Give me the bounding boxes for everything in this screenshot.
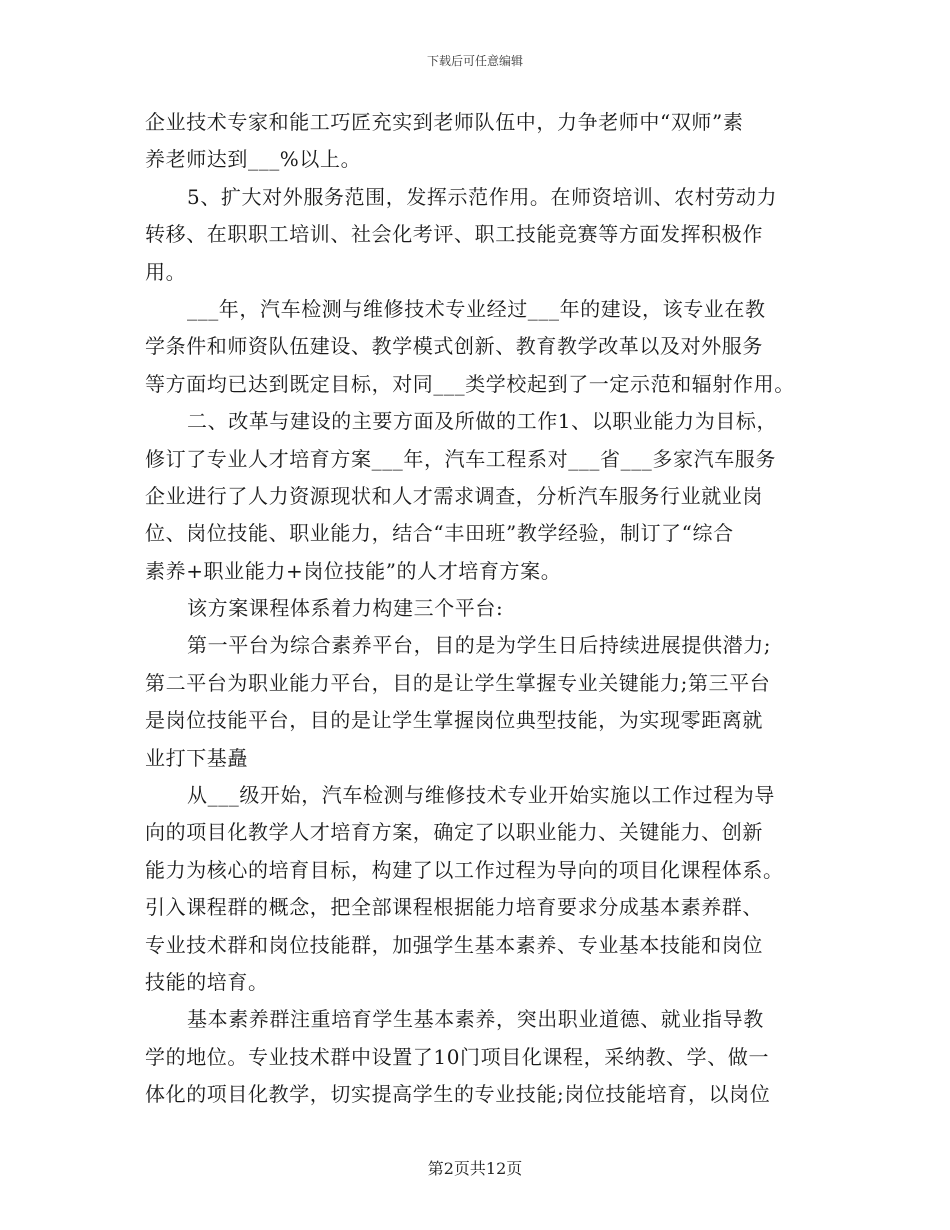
text-line: 向的项目化教学人才培育方案，确定了以职业能力、关键能力、创新 bbox=[145, 820, 763, 845]
text-line: 专业技术群和岗位技能群，加强学生基本素养、专业基本技能和岗位 bbox=[145, 932, 763, 957]
text-line: 等方面均已达到既定目标，对同___类学校起到了一定示范和辐射作用。 bbox=[145, 371, 795, 396]
page-header: 下载后可任意编辑 bbox=[426, 54, 523, 68]
text-line: 学条件和师资队伍建设、教学模式创新、教育教学改革以及对外服务 bbox=[145, 334, 763, 359]
text-line: 位、岗位技能、职业能力，结合“丰田班”教学经验，制订了“综合 bbox=[145, 521, 734, 546]
text-line: 养老师达到___%以上。 bbox=[145, 147, 362, 172]
text-line: 能力为核心的培育目标，构建了以工作过程为导向的项目化课程体系。 bbox=[145, 857, 784, 882]
text-line: 第一平台为综合素养平台，目的是为学生日后持续进展提供潜力; bbox=[187, 633, 772, 658]
text-line: 转移、在职职工培训、社会化考评、职工技能竞赛等方面发挥积极作 bbox=[145, 222, 763, 247]
text-line: 5、扩大对外服务范围，发挥示范作用。在师资培训、农村劳动力 bbox=[187, 184, 778, 209]
text-line: 企业进行了人力资源现状和人才需求调查，分析汽车服务行业就业岗 bbox=[145, 483, 763, 508]
text-line: 引入课程群的概念，把全部课程根据能力培育要求分成基本素养群、 bbox=[145, 895, 763, 920]
page-footer: 第2页共12页 bbox=[427, 1159, 523, 1178]
text-line: ___年，汽车检测与维修技术专业经过___年的建设，该专业在教 bbox=[187, 296, 766, 321]
text-line: 基本素养群注重培育学生基本素养，突出职业道德、就业指导教 bbox=[187, 1007, 764, 1032]
text-line: 修订了专业人才培育方案___年，汽车工程系对___省___多家汽车服务 bbox=[145, 446, 776, 471]
text-line: 二、改革与建设的主要方面及所做的工作1、以职业能力为目标， bbox=[187, 409, 778, 434]
text-line: 体化的项目化教学，切实提高学生的专业技能;岗位技能培育，以岗位 bbox=[145, 1082, 771, 1107]
text-line: 是岗位技能平台，目的是让学生掌握岗位典型技能，为实现零距离就 bbox=[145, 708, 763, 733]
text-line: 业打下基矗 bbox=[145, 745, 248, 770]
text-line: 企业技术专家和能工巧匠充实到老师队伍中，力争老师中“双师”素 bbox=[145, 110, 744, 134]
text-line: 从___级开始，汽车检测与维修技术专业开始实施以工作过程为导 bbox=[187, 783, 775, 808]
text-line: 用。 bbox=[145, 259, 187, 284]
text-line: 学的地位。专业技术群中设置了10门项目化课程，采纳教、学、做一 bbox=[145, 1044, 770, 1069]
text-line: 技能的培育。 bbox=[145, 969, 269, 994]
text-line: 第二平台为职业能力平台，目的是让学生掌握专业关键能力;第三平台 bbox=[145, 670, 771, 695]
text-line: 该方案课程体系着力构建三个平台: bbox=[187, 596, 504, 621]
document-body bbox=[145, 104, 811, 1114]
text-line: 素养+职业能力+岗位技能”的人才培育方案。 bbox=[145, 558, 562, 583]
